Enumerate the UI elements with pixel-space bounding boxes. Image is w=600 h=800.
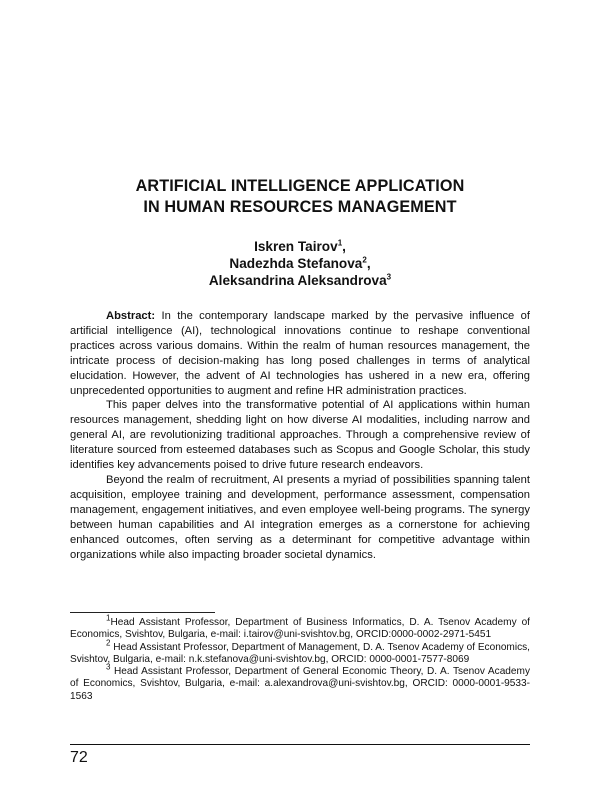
title-line-2: IN HUMAN RESOURCES MANAGEMENT: [143, 198, 457, 216]
footnote: $^1$Head Assistant Professor, Department of Business Informatics, D. A. Tsenov Academy of Economics, Svishtov, Bulgaria, e-mail: i.tairov@uni-svishtov.bg, ORCID:0000-0002-2971-5451: [70, 613, 530, 641]
author-name: Nadezhda Stefanova$^2$,: [229, 255, 371, 271]
author-list: [70, 238, 530, 289]
author-affiliation-mark: 2: [362, 255, 367, 265]
page-footer-divider: [70, 744, 530, 745]
page-number: 72: [70, 749, 88, 766]
footnote: $^3$ Head Assistant Professor, Department of General Economic Theory, D. A. Tsenov Academy of Economics, Svishtov, Bulgaria, e-mail: a.alexandrova@uni-svishtov.bg, ORCID: 0000-0001-9533-1563: [70, 662, 530, 702]
paper-title: [70, 176, 530, 218]
abstract-paragraph: This paper delves into the transformative potential of AI applications within human resources management, shedding light on how diverse AI modalities, including narrow and general AI, are revolutionizing traditional approaches. Through a comprehensive review of literature sourced from esteemed databases such as Scopus and Google Scholar, this study identifies key advancements poised to drive future research endeavors.: [70, 399, 530, 472]
author-name: Aleksandrina Aleksandrova$^3$: [208, 272, 392, 288]
footnotes: [70, 613, 530, 703]
footnote-mark: 3: [106, 662, 111, 672]
abstract-section: [70, 309, 530, 562]
footnote-mark: 1: [106, 613, 111, 623]
abstract-paragraph: Abstract: In the contemporary landscape marked by the pervasive influence of artificial intelligence (AI), technological innovations continue to reshape conventional practices across various domains. Within the realm of human resources management, the intricate process of decision-making has long posed challenges in terms of analytical elucidation. However, the advent of AI technologies has ushered in a new era, offering unprecedented opportunities to augment and refine HR administration practices.: [70, 310, 530, 397]
footnote-divider: [70, 612, 215, 613]
footnote-mark: 2: [106, 638, 111, 648]
author-affiliation-mark: 1: [337, 238, 343, 248]
author-name: Iskren Tairov$^1$,: [254, 238, 346, 254]
author-affiliation-mark: 3: [386, 272, 392, 282]
abstract-paragraph: Beyond the realm of recruitment, AI presents a myriad of possibilities spanning talent acquisition, employee training and development, performance assessment, compensation management, engagement initiatives, and even employee well-being programs. The synergy between human capabilities and AI integration emerges as a cornerstone for achieving enhanced outcomes, often serving as a determinant for competitive advantage within organizations while also impacting broader societal dynamics.: [70, 473, 530, 561]
footnote: $^2$ Head Assistant Professor, Department of Management, D. A. Tsenov Academy of Economics, Svishtov, Bulgaria, e-mail: n.k.stefanova@uni-svishtov.bg, ORCID: 0000-0001-7577-8069: [70, 638, 530, 665]
abstract-label: Abstract:: [106, 310, 156, 322]
title-line-1: ARTIFICIAL INTELLIGENCE APPLICATION: [135, 177, 465, 195]
